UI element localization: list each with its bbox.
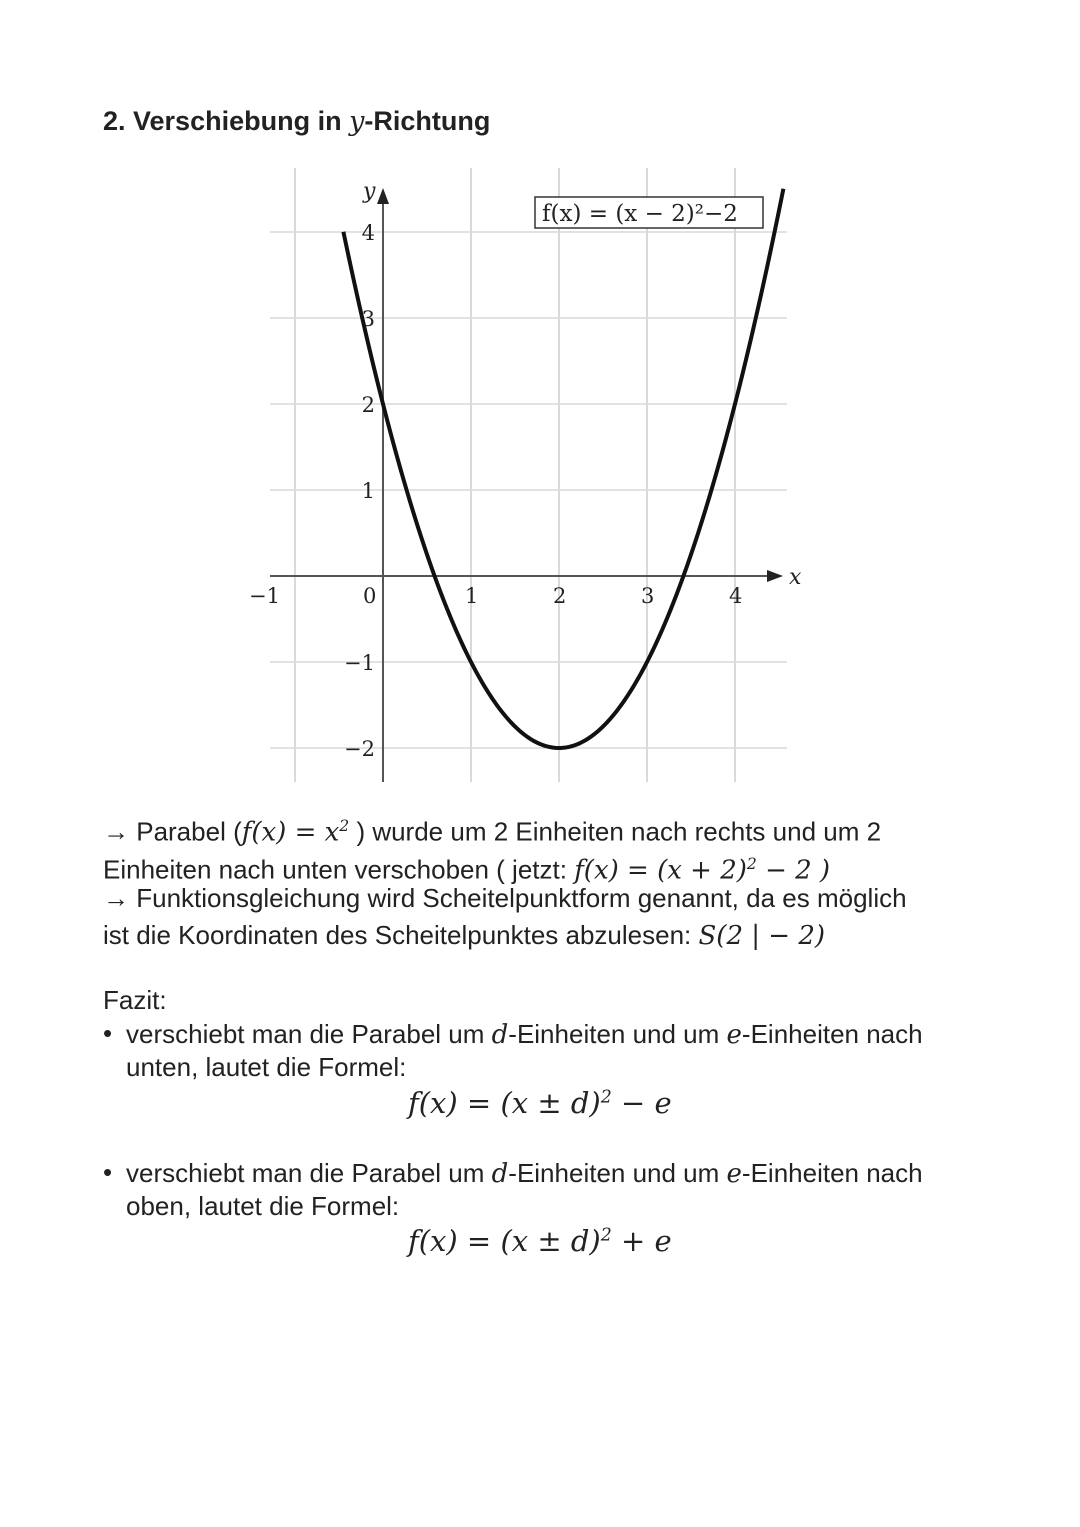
p1-exponent: 2 xyxy=(339,817,350,835)
y-tick-label: 3 xyxy=(361,307,375,331)
x-axis-arrow xyxy=(767,570,783,582)
function-label: f(x) = (x − 2)²−2 xyxy=(542,201,738,227)
b2-text-a: verschiebt man die Parabel um xyxy=(126,1158,492,1188)
b2-var-e: e xyxy=(726,1159,742,1189)
p2-exponent: 2 xyxy=(746,855,757,873)
p3-text: → Funktionsgleichung wird Scheitelpunktform genannt, da es möglich xyxy=(103,883,907,913)
x-tick-label: 0 xyxy=(363,584,377,608)
p4-start: ist die Koordinaten des Scheitelpunktes abzulesen: xyxy=(103,920,699,950)
y-tick-label: 2 xyxy=(361,393,375,417)
b1-text-c: -Einheiten nach xyxy=(741,1019,923,1049)
section-heading xyxy=(103,106,490,137)
parabola-curve xyxy=(343,189,783,748)
b2-var-d: d xyxy=(491,1159,509,1189)
heading-text: 2. Verschiebung in xyxy=(103,106,350,136)
formula-2-exponent: 2 xyxy=(600,1225,612,1246)
heading-variable: y xyxy=(349,106,365,137)
bullet-marker: • xyxy=(103,1157,113,1187)
formula-1-main: f(x) = (x ± d) xyxy=(408,1086,601,1120)
function-label-box xyxy=(535,197,763,228)
p2-math: f(x) = (x + 2) xyxy=(574,855,747,886)
bullet-2-line-1 xyxy=(126,1157,923,1191)
bullet-1-line-2: unten, lautet die Formel: xyxy=(126,1052,407,1082)
axes xyxy=(270,188,783,782)
x-tick-label: 2 xyxy=(553,584,567,608)
bullet-2-line-2: oben, lautet die Formel: xyxy=(126,1191,400,1221)
paragraph-line-3 xyxy=(103,880,907,916)
x-tick-label: −1 xyxy=(249,584,280,608)
fazit-heading: Fazit: xyxy=(103,985,167,1015)
y-tick-label: −2 xyxy=(344,737,375,761)
formula-1-exponent: 2 xyxy=(600,1087,612,1108)
x-tick-label: 4 xyxy=(729,584,743,608)
y-tick-label: −1 xyxy=(344,651,375,675)
paragraph-line-4 xyxy=(103,917,825,954)
formula-1-tail: − e xyxy=(611,1086,672,1120)
parabola-graph xyxy=(249,160,802,790)
x-tick-label: 3 xyxy=(641,584,655,608)
b1-text-b: -Einheiten und um xyxy=(508,1019,727,1049)
b1-var-d: d xyxy=(491,1020,509,1050)
bullet-1-line-1 xyxy=(126,1018,923,1052)
b2-text-c: -Einheiten nach xyxy=(741,1158,923,1188)
p1-rest: ) wurde um 2 Einheiten nach rechts und um 2 xyxy=(349,816,882,847)
p2-end: − 2 ) xyxy=(756,855,831,886)
p2-start: Einheiten nach unten verschoben ( jetzt: xyxy=(103,854,575,885)
bullet-marker: • xyxy=(103,1018,113,1048)
formula-2-main: f(x) = (x ± d) xyxy=(408,1224,601,1258)
formula-shift-up xyxy=(408,1224,672,1258)
p1-math: f(x) = x xyxy=(241,817,340,848)
formula-shift-down xyxy=(408,1086,672,1120)
b2-text-b: -Einheiten und um xyxy=(508,1158,727,1188)
heading-suffix: -Richtung xyxy=(364,106,491,136)
formula-2-tail: + e xyxy=(611,1224,672,1258)
y-tick-label: 4 xyxy=(361,221,375,245)
x-axis-label: x xyxy=(789,565,802,590)
y-axis-label: y xyxy=(363,179,376,204)
b1-var-e: e xyxy=(726,1020,742,1050)
vertex-coordinates: S(2 | − 2) xyxy=(698,921,826,951)
y-tick-label: 1 xyxy=(361,479,375,503)
y-axis-arrow xyxy=(377,188,389,204)
paragraph-line-1 xyxy=(103,808,881,851)
x-tick-label: 1 xyxy=(465,584,479,608)
b1-text-a: verschiebt man die Parabel um xyxy=(126,1019,492,1049)
p1-intro: → Parabel ( xyxy=(103,816,242,847)
